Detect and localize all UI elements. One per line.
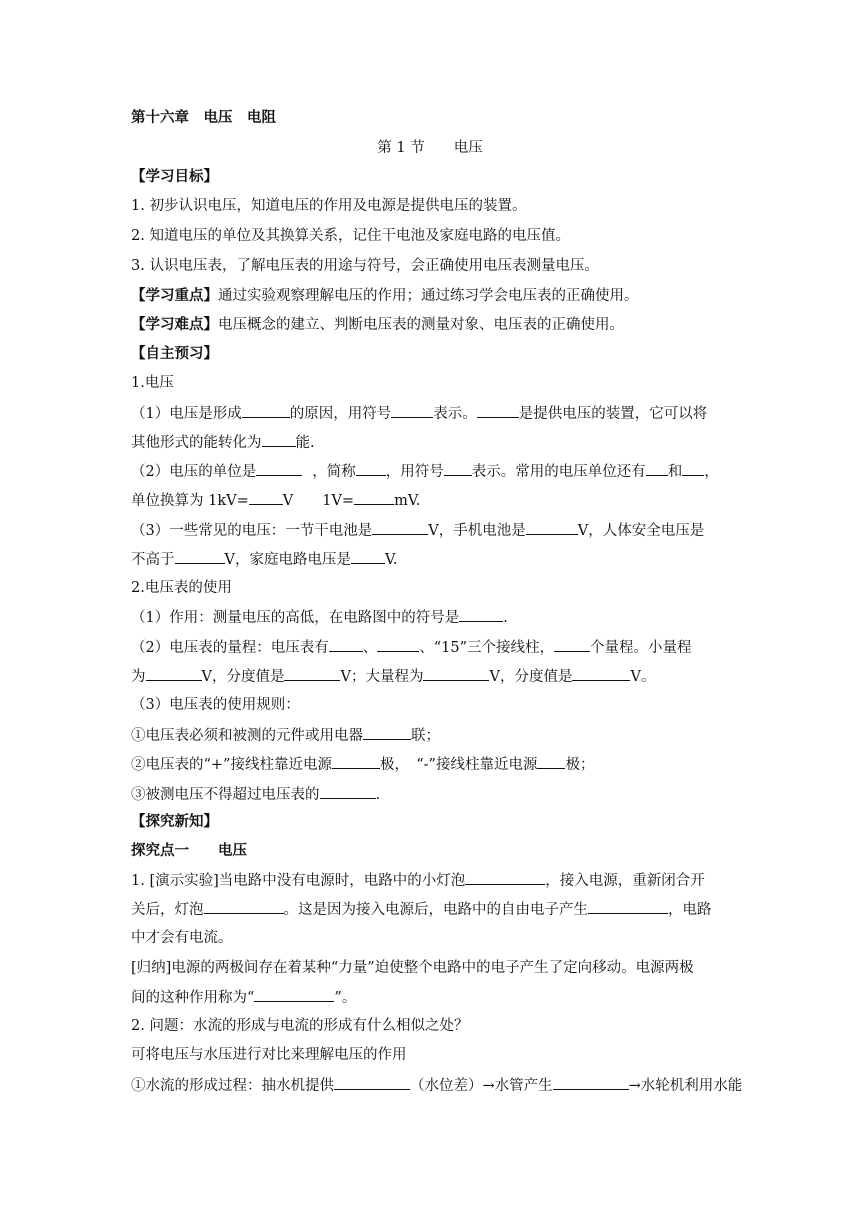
blank[interactable] (256, 461, 302, 476)
text: 为 (131, 669, 146, 685)
text: ，用符号 (385, 464, 444, 480)
voltmeter-q2-line-2 (131, 666, 731, 687)
text: . (503, 610, 508, 626)
blank[interactable] (334, 1075, 410, 1090)
blank[interactable] (332, 754, 380, 769)
text: mV. (394, 493, 421, 509)
voltmeter-q1 (131, 607, 731, 628)
voltmeter-rules-title: （3）电压表的使用规则： (131, 697, 300, 713)
text: 表示。 (433, 406, 477, 422)
blank[interactable] (377, 637, 419, 652)
text: ①水流的形成过程：抽水机提供 (131, 1078, 334, 1094)
text: （1）作用：测量电压的高低，在电路图中的符号是 (131, 610, 460, 626)
text: 联； (411, 728, 440, 744)
question-2-line-1 (131, 461, 731, 482)
explore-p1-line-3: 中才会有电流。 (131, 930, 233, 946)
blank[interactable] (554, 637, 590, 652)
rule-2 (131, 754, 731, 775)
voltmeter-subtitle: 2.电压表的使用 (131, 580, 232, 596)
blank[interactable] (284, 666, 340, 681)
text: 、 (362, 640, 378, 656)
goal-item: 2. 知道电压的单位及其换算关系，记住干电池及家庭电路的电压值。 (131, 228, 570, 244)
text: 其他形式的能转化为 (131, 435, 262, 451)
text: ②电压表的“+”接线柱靠近电源 (131, 757, 332, 773)
text: 个量程。小量程 (590, 640, 692, 656)
text: V，人体安全电压是 (577, 523, 705, 539)
text: （2）电压的单位是 (131, 464, 257, 480)
blank[interactable] (423, 666, 489, 681)
blank[interactable] (329, 637, 363, 652)
blank[interactable] (356, 461, 386, 476)
text: 和 (667, 464, 683, 480)
water-flow-process (131, 1075, 743, 1096)
blank[interactable] (444, 461, 472, 476)
blank[interactable] (537, 754, 565, 769)
blank[interactable] (477, 403, 519, 418)
text: 1. [演示实验]当电路中没有电源时，电路中的小灯泡 (131, 873, 466, 889)
text: 、“15”三个接线柱， (419, 640, 555, 656)
text: 。这是因为接入电源后，电路中的自由电子产生 (283, 902, 588, 918)
blank[interactable] (146, 666, 202, 681)
text: ③被测电压不得超过电压表的 (131, 787, 320, 803)
blank[interactable] (646, 461, 668, 476)
blank[interactable] (242, 403, 290, 418)
blank[interactable] (459, 607, 503, 622)
blank[interactable] (204, 899, 284, 914)
explore-p1-line-2 (131, 899, 731, 920)
text: . (375, 787, 381, 803)
text: ，简称 (312, 464, 356, 480)
text: （水位差）→水管产生 (410, 1078, 553, 1094)
text: 能. (295, 435, 315, 451)
question-3-line-2 (131, 549, 731, 570)
voltmeter-q2-line-1 (131, 637, 731, 658)
text: （1）电压是形成 (131, 406, 242, 422)
question-1-line-1 (131, 403, 731, 424)
text: 关后，灯泡 (131, 902, 204, 918)
text: V. (384, 552, 398, 568)
blank[interactable] (249, 490, 283, 505)
text: ，接入电源，重新闭合开 (545, 873, 705, 889)
difficulties-text: 电压概念的建立、判断电压表的测量对象、电压表的正确使用。 (218, 317, 624, 333)
blank[interactable] (262, 432, 296, 447)
key-points (131, 286, 731, 306)
text: V 1V= (282, 493, 355, 509)
difficulties (131, 315, 731, 335)
blank[interactable] (465, 870, 545, 885)
text: 极， “-”接线柱靠近电源 (379, 757, 538, 773)
text: ， (704, 464, 719, 480)
question-3-line-1 (131, 520, 731, 541)
text: V；大量程为 (340, 669, 424, 685)
text: V，家庭电路电压是 (224, 552, 351, 568)
question-1-line-2 (131, 432, 731, 453)
text: V，手机电池是 (428, 523, 526, 539)
text: 间的这种作用称为“ (131, 990, 255, 1006)
goals-heading: 【学习目标】 (131, 168, 218, 185)
text: （2）电压表的量程：电压表有 (131, 640, 329, 656)
question-water-current: 2. 问题：水流的形成与电流的形成有什么相似之处？ (131, 1018, 469, 1034)
text: →水轮机利用水能 (628, 1078, 743, 1094)
text: 不高于 (131, 552, 175, 568)
key-points-label: 【学习重点】 (131, 287, 218, 304)
text: 的原因，用符号 (289, 406, 392, 422)
goal-item: 1. 初步认识电压，知道电压的作用及电源是提供电压的装置。 (131, 198, 527, 214)
key-points-text: 通过实验观察理解电压的作用；通过练习学会电压表的正确使用。 (218, 288, 639, 304)
text: V。 (630, 669, 656, 685)
blank[interactable] (553, 1075, 629, 1090)
difficulties-label: 【学习难点】 (131, 316, 218, 333)
section-title: 第 1 节 电压 (377, 140, 483, 156)
blank[interactable] (320, 784, 376, 799)
blank[interactable] (175, 549, 225, 564)
text: 表示。常用的电压单位还有 (471, 464, 646, 480)
goal-item: 3. 认识电压表，了解电压表的用途与符号，会正确使用电压表测量电压。 (131, 258, 599, 274)
explore-p1-line-1 (131, 870, 731, 891)
text: （3）一些常见的电压：一节干电池是 (131, 523, 373, 539)
blank[interactable] (354, 490, 394, 505)
blank[interactable] (372, 520, 428, 535)
blank[interactable] (351, 549, 385, 564)
explore-point-1: 探究点一 电压 (131, 842, 247, 859)
blank[interactable] (254, 987, 334, 1002)
blank[interactable] (682, 461, 704, 476)
blank[interactable] (572, 666, 630, 681)
text: ①电压表必须和被测的元件或用电器 (131, 728, 363, 744)
summary-line-2 (131, 987, 731, 1008)
question-2-line-2 (131, 490, 731, 511)
blank[interactable] (588, 899, 668, 914)
text: ”。 (334, 990, 357, 1006)
rule-1 (131, 725, 731, 746)
text: 单位换算为 1kV= (131, 493, 249, 509)
voltage-subtitle: 1.电压 (131, 375, 174, 391)
text: 极； (565, 757, 595, 773)
text: V，分度值是 (201, 669, 285, 685)
blank[interactable] (526, 520, 578, 535)
blank[interactable] (363, 725, 411, 740)
text: 是提供电压的装置，它可以将 (518, 406, 708, 422)
explore-heading: 【探究新知】 (131, 813, 218, 830)
preview-heading: 【自主预习】 (131, 345, 218, 362)
rule-3 (131, 784, 731, 805)
text: V，分度值是 (489, 669, 573, 685)
blank[interactable] (391, 403, 433, 418)
summary-line-1: [归纳]电源的两极间存在着某种“力量”迫使整个电路中的电子产生了定向移动。电源两极 (131, 960, 694, 976)
chapter-title: 第十六章 电压 电阻 (131, 109, 276, 126)
text: ，电路 (668, 902, 712, 918)
question-note: 可将电压与水压进行对比来理解电压的作用 (131, 1047, 407, 1063)
